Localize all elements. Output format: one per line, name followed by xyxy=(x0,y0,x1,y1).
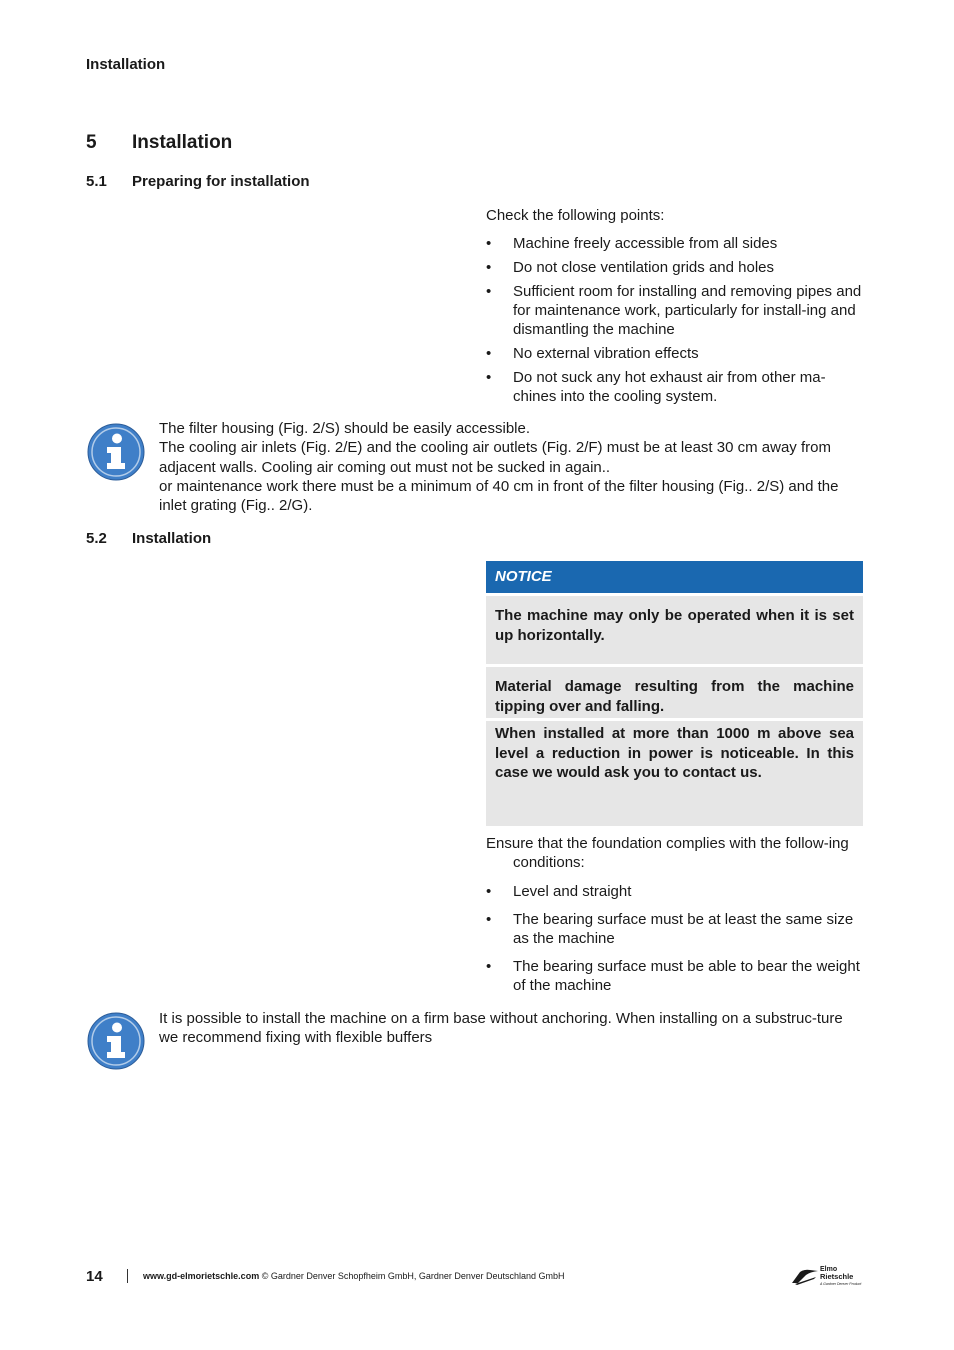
info-note-1 xyxy=(159,419,864,515)
list-item: • Sufficient room for installing and removing pipes and for maintenance work, particularly for install-ing and dismantling the machine xyxy=(486,282,864,339)
notice-label: NOTICE xyxy=(486,561,863,593)
running-head: Installation xyxy=(86,56,166,73)
subsection-title: Installation xyxy=(132,530,212,547)
list-item: • Do not suck any hot exhaust air from other ma-chines into the cooling system. xyxy=(486,368,864,406)
logo-line-3: A Gardner Denver Product xyxy=(820,1282,862,1286)
subsection-heading-5-1 xyxy=(86,173,310,190)
section-heading xyxy=(86,132,232,154)
logo-swoosh-icon xyxy=(790,1269,820,1285)
section-number: 5 xyxy=(86,132,97,153)
footer-text xyxy=(143,1271,564,1281)
notice-block-horizontal: The machine may only be operated when it is set up horizontally. xyxy=(486,596,863,664)
subsection-title: Preparing for installation xyxy=(132,173,310,190)
list-item: • Machine freely accessible from all sides xyxy=(486,234,864,253)
notice-block-damage: Material damage resulting from the machine tipping over and falling. xyxy=(486,667,863,718)
notice-block-altitude: When installed at more than 1000 m above sea level a reduction in power is noticeable. In this case we would ask you to contact us. xyxy=(486,721,863,826)
check-points-list xyxy=(486,234,864,411)
info-icon xyxy=(87,423,145,481)
list-item: • The bearing surface must be able to bear the weight of the machine xyxy=(486,957,864,995)
info-line: or maintenance work there must be a minimum of 40 cm in front of the filter housing (Fig.. 2/S) and the inlet grating (Fig.. 2/G). xyxy=(159,477,839,515)
list-item: • Level and straight xyxy=(486,882,864,901)
subsection-number: 5.2 xyxy=(86,530,107,547)
list-item: • Do not close ventilation grids and holes xyxy=(486,258,864,277)
logo-line-1: Elmo xyxy=(820,1266,838,1273)
info-note-2: It is possible to install the machine on a firm base without anchoring. When installing on a substruc-ture we recommend fixing with flexible buffers xyxy=(159,1010,843,1047)
section-title: Installation xyxy=(132,132,233,153)
footer-copyright: © Gardner Denver Schopfheim GmbH, Gardner Denver Deutschland GmbH xyxy=(261,1271,565,1281)
list-item: • No external vibration effects xyxy=(486,344,864,363)
footer-divider xyxy=(127,1269,128,1283)
footer-website: www.gd-elmorietschle.com xyxy=(143,1271,260,1281)
foundation-intro: Ensure that the foundation complies with the follow-ing conditions: xyxy=(486,835,849,871)
elmo-rietschle-logo xyxy=(790,1266,865,1288)
info-line: The cooling air inlets (Fig. 2/E) and the cooling air outlets (Fig. 2/F) must be at least 30 cm away from adjacent walls. Cooling air coming out must not be sucked in again.. xyxy=(159,439,831,476)
check-intro: Check the following points: xyxy=(486,207,665,224)
subsection-number: 5.1 xyxy=(86,173,107,190)
info-line: The filter housing (Fig. 2/S) should be easily accessible. xyxy=(159,420,531,437)
foundation-points-list xyxy=(486,882,864,1000)
page-number: 14 xyxy=(86,1268,103,1285)
logo-line-2: Rietschle xyxy=(820,1272,854,1281)
subsection-heading-5-2 xyxy=(86,530,211,547)
info-icon xyxy=(87,1012,145,1070)
list-item: • The bearing surface must be at least the same size as the machine xyxy=(486,910,864,948)
notice-box xyxy=(486,561,863,826)
